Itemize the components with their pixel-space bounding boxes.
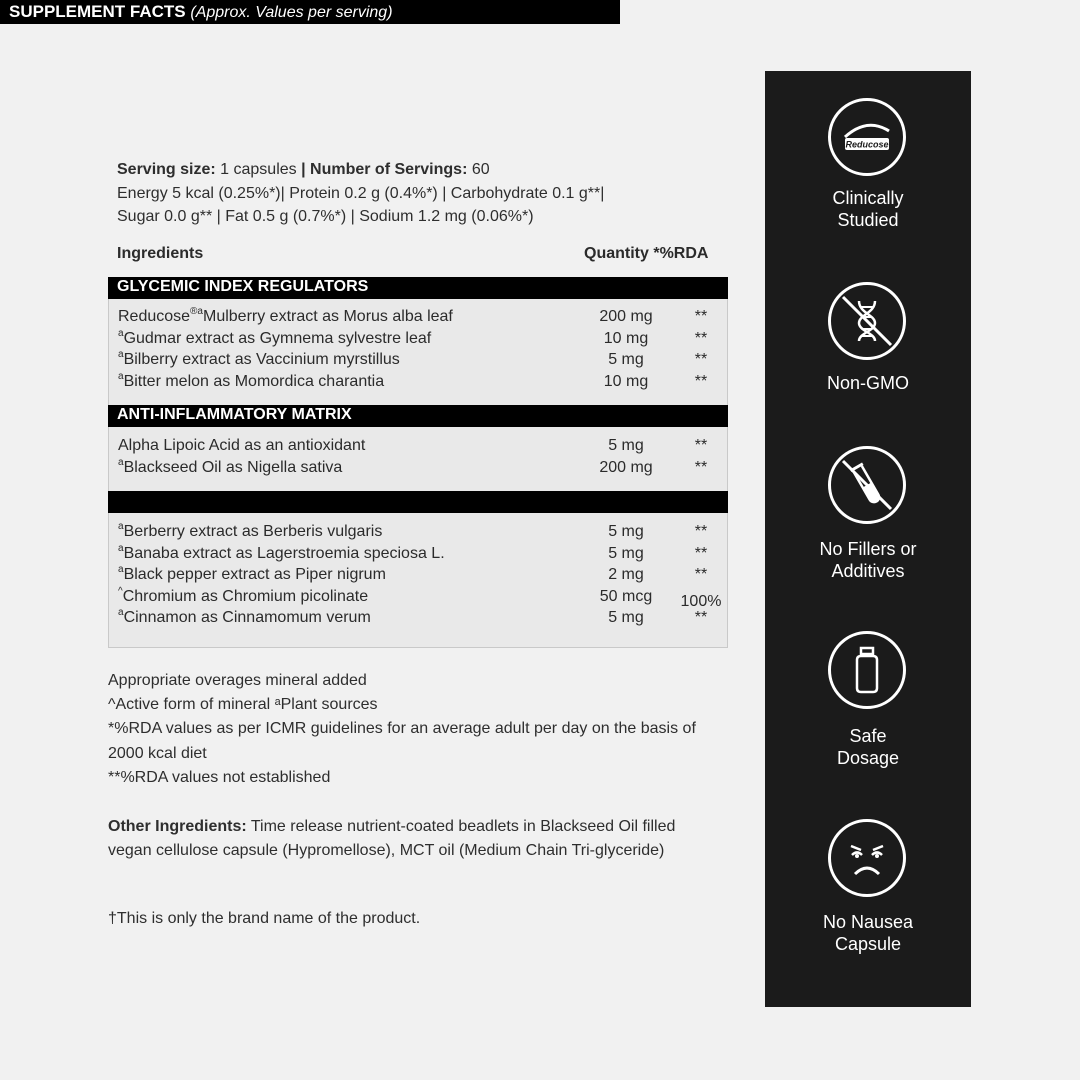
ingredient-quantity: 5 mg [608,523,644,540]
source-mark: a [118,543,124,554]
ingredient-quantity: 200 mg [599,308,653,325]
ingredient-rda: ** [694,351,708,368]
ingredient-quantity: 10 mg [603,373,649,390]
ingredients-column-header: Ingredients [117,245,204,262]
ingredient-quantity: 200 mg [599,459,653,476]
brand-note: †This is only the brand name of the product. [108,910,421,927]
section-header [108,405,728,427]
ingredient-quantity: 5 mg [608,609,644,626]
reducose-logo-icon [828,98,906,176]
ingredient-quantity: 5 mg [608,437,644,454]
footnote: ^Active form of mineral ᵃPlant sources [108,696,378,714]
ingredient-name: Banaba extract as Lagerstroemia speciosa L. [123,545,445,562]
section-header [108,491,728,513]
table-row [109,545,727,566]
other-ingredients-label: Other Ingredients: [108,818,247,835]
ingredient-name: Chromium as Chromium picolinate [122,588,369,605]
badge-label: No Fillers or Additives [819,539,917,581]
footnote: Appropriate overages mineral added [108,672,367,689]
source-mark: a [118,457,124,468]
footnotes [108,669,708,790]
table-row [109,566,727,587]
ingredient-quantity: 10 mg [603,330,649,347]
ingredient-name: Alpha Lipoic Acid as an antioxidant [118,437,366,454]
nutrition-line-1: Energy 5 kcal (0.25%*)| Protein 0.2 g (0.4%*) | Carbohydrate 0.1 g**| [117,185,605,202]
footnote: *%RDA values as per ICMR guidelines for an average adult per day on the basis of 2000 kcal diet [108,720,696,762]
table-row [109,459,727,480]
facts-title: SUPPLEMENT FACTS [9,2,186,21]
servings-value: 60 [471,161,490,178]
source-mark: a [118,349,124,360]
table-row [109,437,727,458]
ingredient-quantity: 5 mg [608,351,644,368]
other-ingredients [108,815,718,863]
ingredient-name: Cinnamon as Cinnamomum verum [123,609,371,626]
nausea-face-icon [828,819,906,897]
table-row [109,609,727,630]
serving-line: Serving size: 1 capsules | Number of Servings: 60 [117,161,490,178]
section-header [108,277,728,299]
source-mark: ^ [118,586,123,597]
source-mark: a [118,521,124,532]
ingredient-quantity: 50 mcg [599,588,653,605]
table-row [109,523,727,544]
table-row [109,351,727,372]
ingredient-brand: Reducose [118,308,191,325]
bottle-icon [828,631,906,709]
ingredient-name: Berberry extract as Berberis vulgaris [123,523,383,540]
ingredient-rda: ** [694,523,708,540]
badge-label: Non-GMO [826,373,909,393]
ingredient-rda: ** [694,459,708,476]
serving-size-label: Serving size: [117,161,216,178]
section-title: ANTI-INFLAMMATORY MATRIX [117,406,352,423]
quantity-rda-column-header: Quantity *%RDA [584,245,709,262]
ingredient-name: Gudmar extract as Gymnema sylvestre leaf [123,330,432,347]
registered-mark: ® [190,306,198,317]
feature-panel [765,71,971,1007]
badge-label: Clinically Studied [832,188,904,230]
ingredient-rda: ** [694,609,708,626]
ingredient-name: Bilberry extract as Vaccinium myrstillus [123,351,400,368]
ingredient-rda: ** [694,566,708,583]
badge-label: No Nausea Capsule [822,912,914,954]
ingredient-name: Black pepper extract as Piper nigrum [123,566,386,583]
ingredient-rda: ** [694,330,708,347]
ingredient-quantity: 5 mg [608,545,644,562]
section-body [108,427,728,492]
supplement-facts-header [0,0,620,24]
table-row [109,373,727,394]
ingredient-name: Blackseed Oil as Nigella sativa [123,459,343,476]
table-row [109,588,727,609]
section-title: GLYCEMIC INDEX REGULATORS [117,278,369,295]
footnote: **%RDA values not established [108,768,331,786]
source-mark: a [118,328,124,339]
source-mark: a [118,371,124,382]
no-gmo-dna-icon [828,282,906,360]
table-row [109,308,727,329]
source-mark: a [118,607,124,618]
source-mark: a [197,306,203,317]
source-mark: a [118,564,124,575]
ingredient-rda: 100% [680,593,722,610]
ingredient-rda: ** [694,545,708,562]
reducose-logo-text: Reducose [845,139,889,150]
other-ingredients-text: Time release nutrient-coated beadlets in Blackseed Oil filled vegan cellulose capsule (Hypromellose), MCT oil (Medium Chain Tri-glyceride) [108,818,676,860]
serving-size-value: 1 capsules [220,161,297,178]
ingredient-name: Bitter melon as Momordica charantia [123,373,385,390]
ingredient-rda: ** [694,308,708,325]
servings-label: Number of Servings: [310,161,468,178]
ingredient-quantity: 2 mg [608,566,644,583]
no-test-tube-icon [828,446,906,524]
badge-label: Safe Dosage [836,726,900,768]
ingredient-rda: ** [694,437,708,454]
ingredient-rda: ** [694,373,708,390]
ingredient-name: Mulberry extract as Morus alba leaf [202,308,453,325]
section-body [108,299,728,406]
table-row [109,330,727,351]
nutrition-line-2: Sugar 0.0 g** | Fat 0.5 g (0.7%*) | Sodium 1.2 mg (0.06%*) [117,208,534,225]
facts-subtitle: (Approx. Values per serving) [190,4,393,21]
section-body [108,513,728,648]
